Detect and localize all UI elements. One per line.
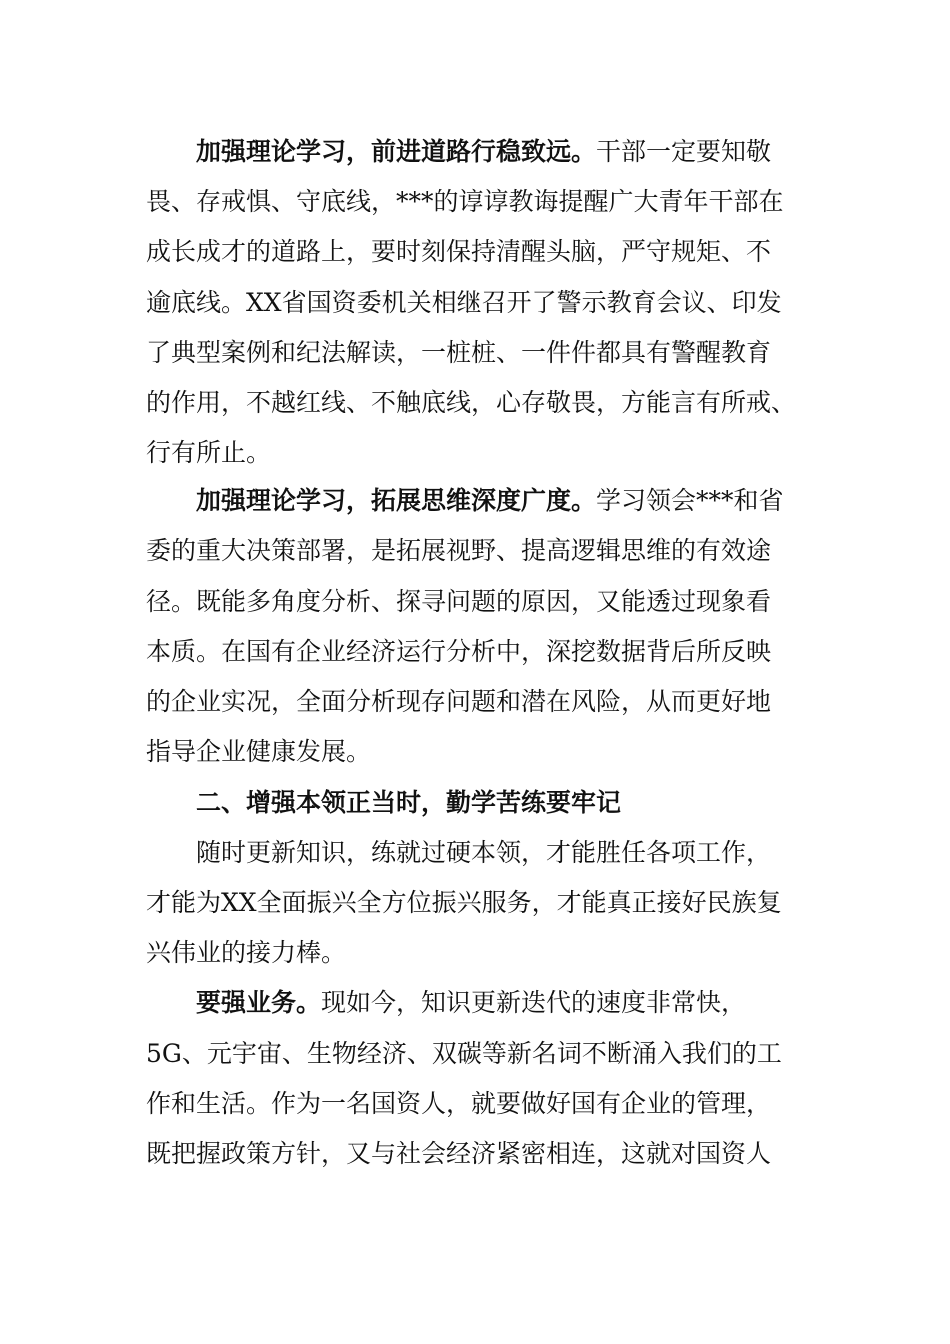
paragraph-line: 行有所止。 (146, 438, 272, 467)
paragraph-line: 指导企业健康发展。 (146, 737, 372, 766)
paragraph-line (196, 485, 784, 517)
paragraph-line: 5G、元宇宙、生物经济、双碳等新名词不断涌入我们的工 (146, 1039, 782, 1068)
body-text: 干部一定要知敬 (596, 137, 772, 166)
paragraph-line: 逾底线。XX省国资委机关相继召开了警示教育会议、印发 (146, 288, 782, 317)
paragraph-line (196, 136, 771, 168)
paragraph-line: 既把握政策方针，又与社会经济紧密相连，这就对国资人 (146, 1139, 772, 1168)
paragraph-line: 了典型案例和纪法解读，一桩桩、一件件都具有警醒教育 (146, 338, 772, 367)
paragraph-line: 兴伟业的接力棒。 (146, 938, 347, 967)
paragraph-line: 径。既能多角度分析、探寻问题的原因，又能透过现象看 (146, 587, 772, 616)
paragraph-line: 委的重大决策部署，是拓展视野、提高逻辑思维的有效途 (146, 536, 772, 565)
paragraph-line: 才能为XX全面振兴全方位振兴服务，才能真正接好民族复 (146, 888, 782, 917)
paragraph-line (196, 987, 746, 1019)
paragraph-line: 成长成才的道路上，要时刻保持清醒头脑，严守规矩、不 (146, 237, 772, 266)
paragraph-line: 的作用，不越红线、不触底线，心存敬畏，方能言有所戒、 (146, 388, 797, 417)
paragraph-line: 作和生活。作为一名国资人，就要做好国有企业的管理， (146, 1089, 772, 1118)
paragraph-line: 畏、存戒惧、守底线，***的谆谆教诲提醒广大青年干部在 (146, 187, 784, 216)
body-text: 现如今，知识更新迭代的速度非常快， (321, 988, 747, 1017)
paragraph-line: 的企业实况，全面分析现存问题和潜在风险，从而更好地 (146, 687, 772, 716)
paragraph-line: 随时更新知识，练就过硬本领，才能胜任各项工作， (196, 838, 772, 867)
paragraph-line: 本质。在国有企业经济运行分析中，深挖数据背后所反映 (146, 637, 772, 666)
bold-lead-text: 加强理论学习，拓展思维深度广度。 (196, 486, 597, 515)
body-text: 学习领会***和省 (596, 486, 784, 515)
section-heading: 二、增强本领正当时，勤学苦练要牢记 (196, 788, 622, 817)
bold-lead-text: 加强理论学习，前进道路行稳致远。 (196, 137, 597, 166)
bold-lead-text: 要强业务。 (196, 988, 322, 1017)
